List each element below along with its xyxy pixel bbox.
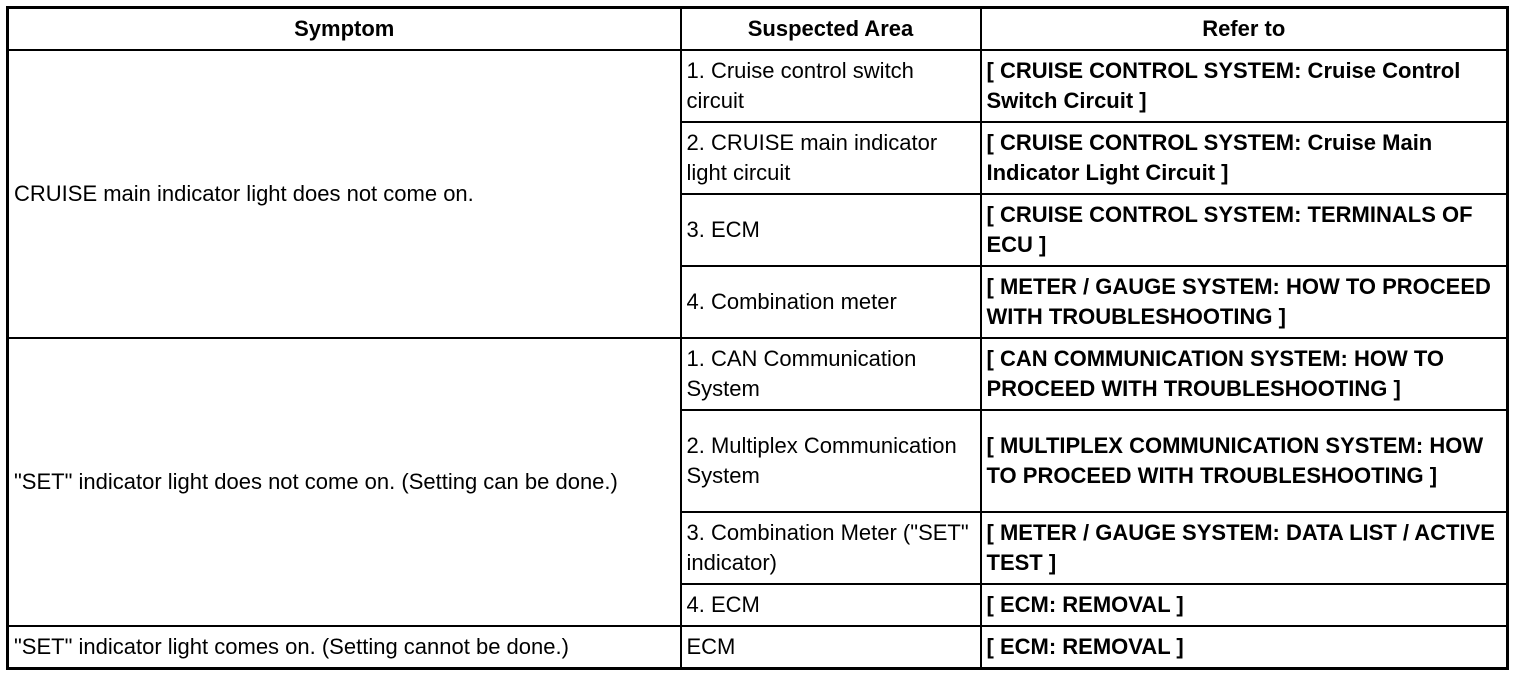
suspected-area-cell: 3. ECM bbox=[681, 194, 981, 266]
header-refer-to: Refer to bbox=[981, 8, 1508, 51]
header-symptom: Symptom bbox=[8, 8, 681, 51]
refer-to-link[interactable]: [ ECM: REMOVAL ] bbox=[981, 584, 1508, 626]
symptom-cell: CRUISE main indicator light does not come on. bbox=[8, 50, 681, 338]
table-row bbox=[8, 338, 1508, 410]
suspected-area-cell: 2. Multiplex Communication System bbox=[681, 410, 981, 512]
troubleshooting-table bbox=[6, 6, 1509, 670]
symptom-cell: "SET" indicator light does not come on. (Setting can be done.) bbox=[8, 338, 681, 626]
suspected-area-cell: 4. ECM bbox=[681, 584, 981, 626]
refer-to-link[interactable]: [ METER / GAUGE SYSTEM: HOW TO PROCEED WITH TROUBLESHOOTING ] bbox=[981, 266, 1508, 338]
refer-to-link[interactable]: [ CAN COMMUNICATION SYSTEM: HOW TO PROCEED WITH TROUBLESHOOTING ] bbox=[981, 338, 1508, 410]
refer-to-link[interactable]: [ METER / GAUGE SYSTEM: DATA LIST / ACTIVE TEST ] bbox=[981, 512, 1508, 584]
header-suspected-area: Suspected Area bbox=[681, 8, 981, 51]
suspected-area-cell: ECM bbox=[681, 626, 981, 668]
symptom-cell: "SET" indicator light comes on. (Setting cannot be done.) bbox=[8, 626, 681, 668]
table-row bbox=[8, 626, 1508, 668]
refer-to-link[interactable]: [ ECM: REMOVAL ] bbox=[981, 626, 1508, 668]
refer-to-link[interactable]: [ MULTIPLEX COMMUNICATION SYSTEM: HOW TO PROCEED WITH TROUBLESHOOTING ] bbox=[981, 410, 1508, 512]
suspected-area-cell: 1. Cruise control switch circuit bbox=[681, 50, 981, 122]
suspected-area-cell: 3. Combination Meter ("SET" indicator) bbox=[681, 512, 981, 584]
suspected-area-cell: 2. CRUISE main indicator light circuit bbox=[681, 122, 981, 194]
suspected-area-cell: 4. Combination meter bbox=[681, 266, 981, 338]
table-row bbox=[8, 50, 1508, 122]
refer-to-link[interactable]: [ CRUISE CONTROL SYSTEM: Cruise Main Indicator Light Circuit ] bbox=[981, 122, 1508, 194]
refer-to-link[interactable]: [ CRUISE CONTROL SYSTEM: TERMINALS OF ECU ] bbox=[981, 194, 1508, 266]
refer-to-link[interactable]: [ CRUISE CONTROL SYSTEM: Cruise Control Switch Circuit ] bbox=[981, 50, 1508, 122]
table-header-row bbox=[8, 8, 1508, 51]
suspected-area-cell: 1. CAN Communication System bbox=[681, 338, 981, 410]
